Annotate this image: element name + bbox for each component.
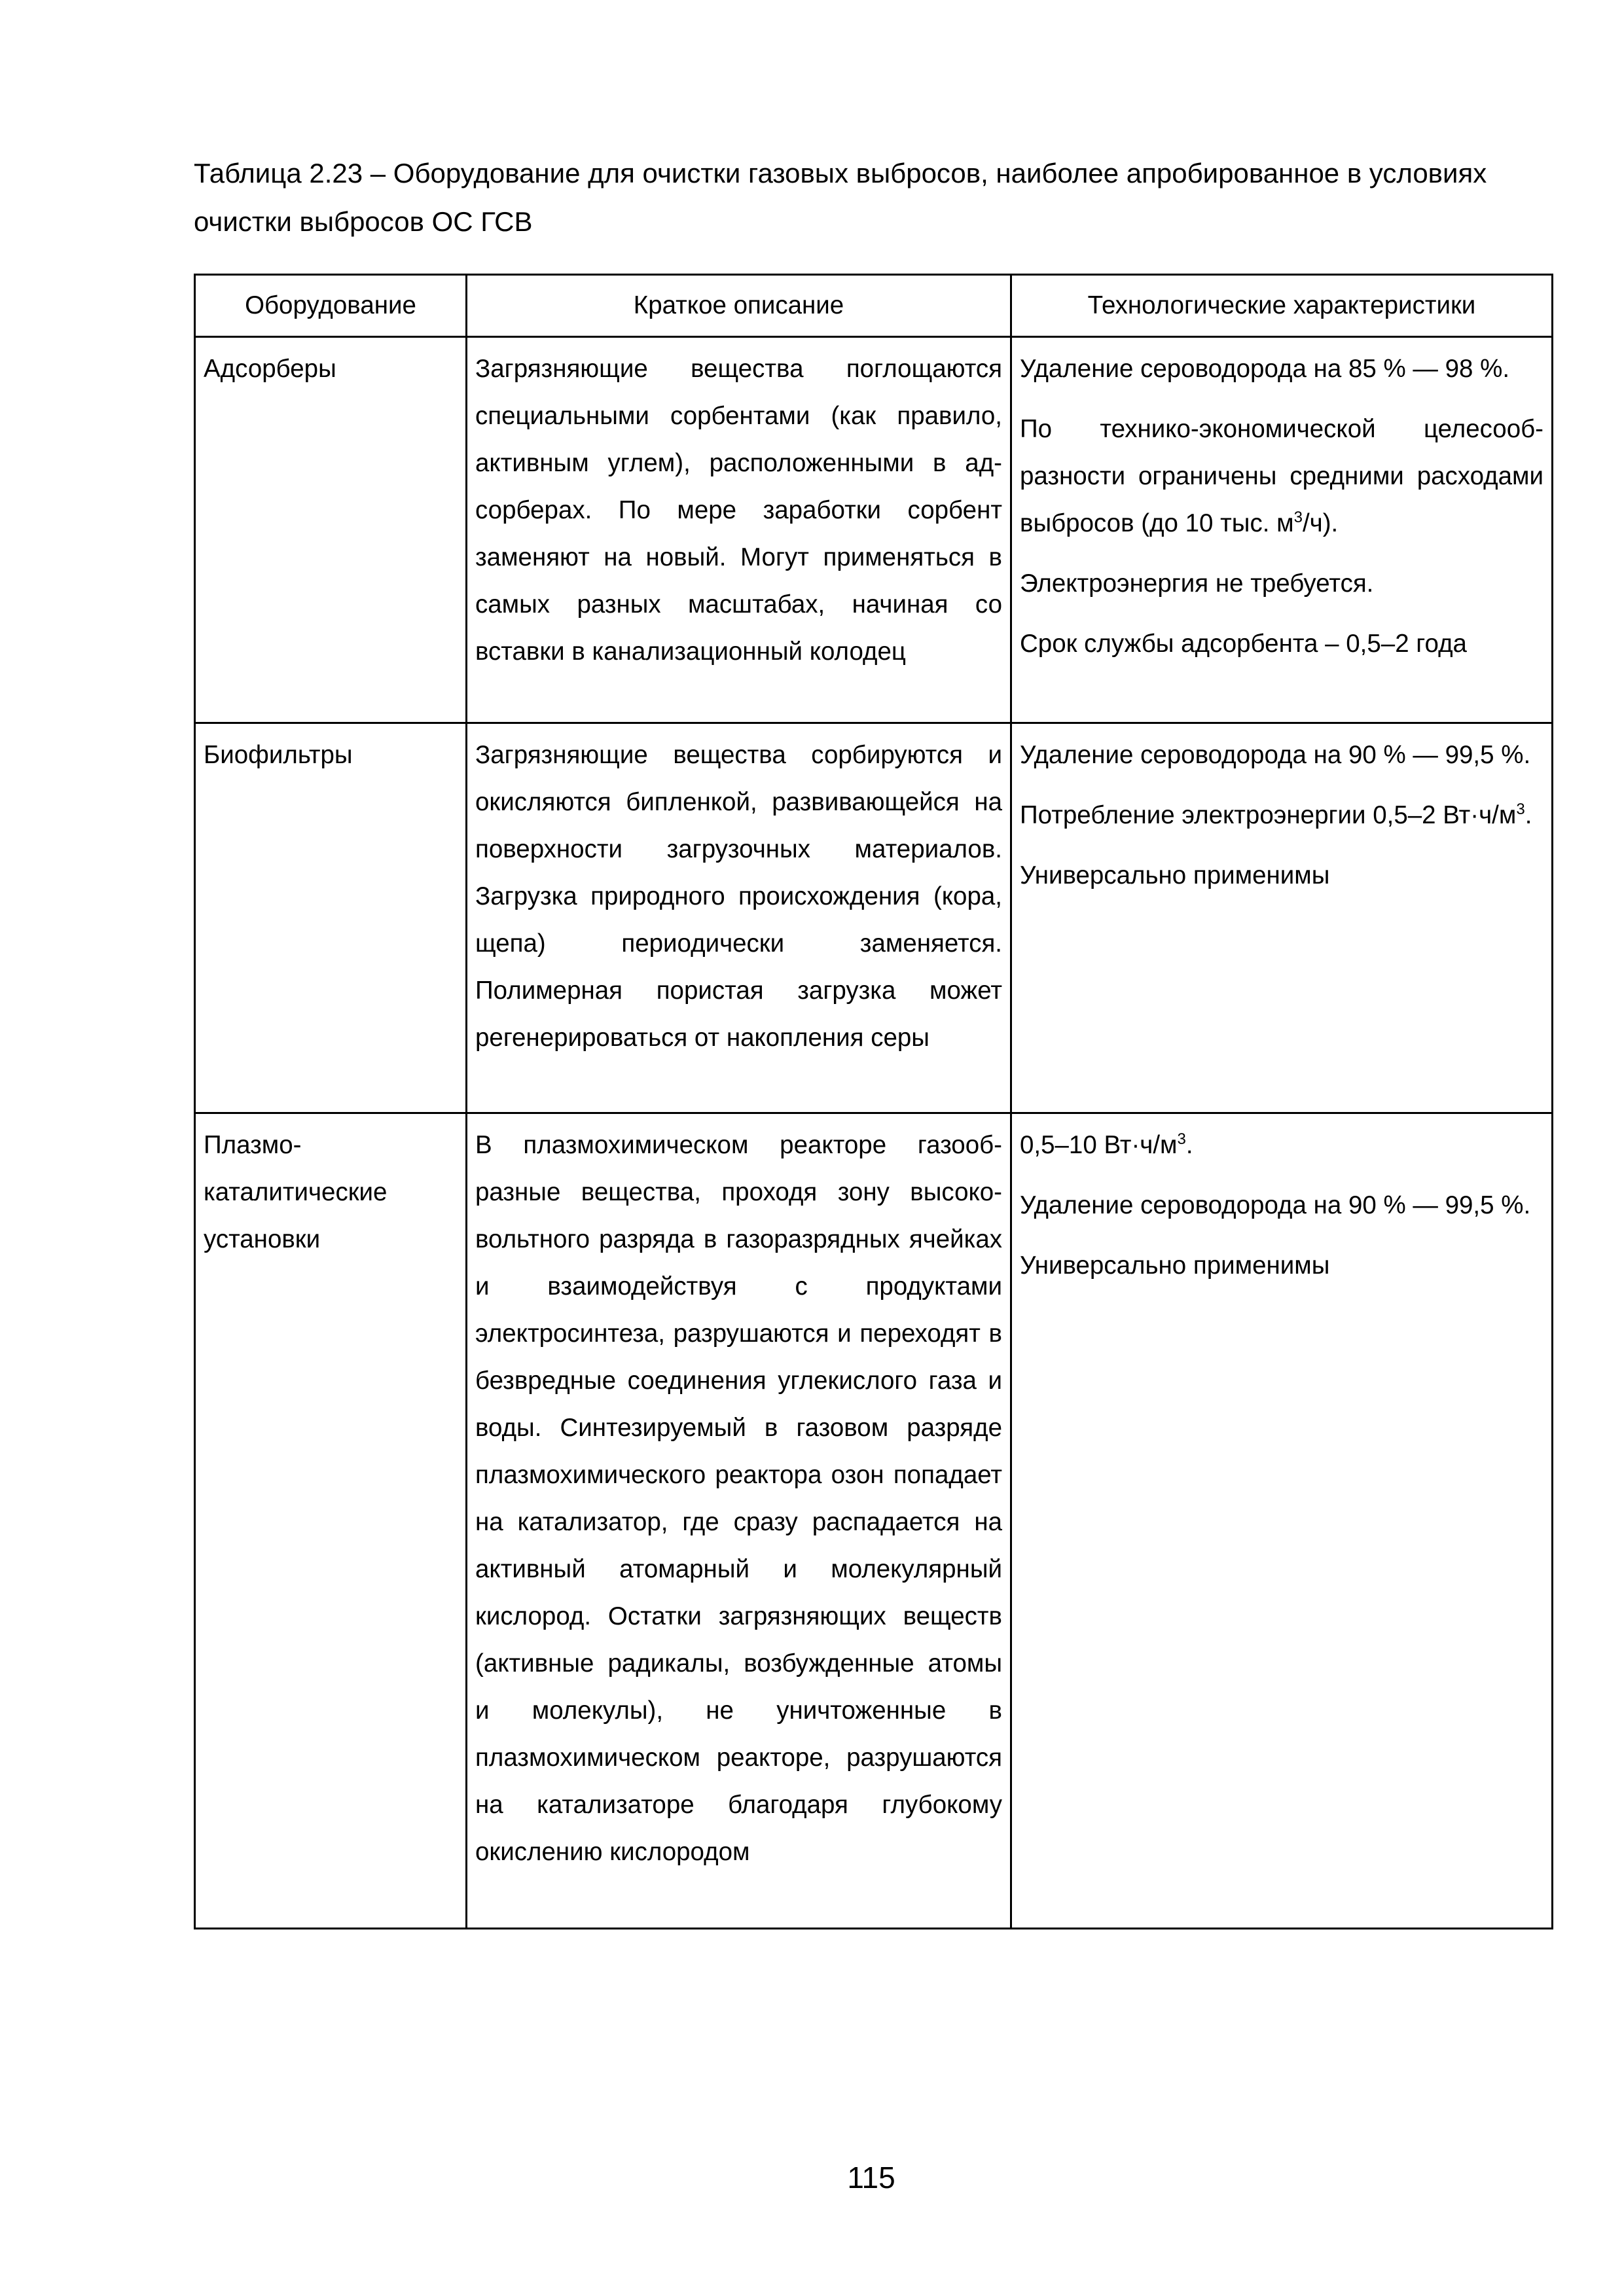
table-header-row — [195, 275, 1553, 337]
characteristic-item: Универсально применимы — [1020, 861, 1330, 889]
characteristic-item: Универсально применимы — [1020, 1251, 1330, 1280]
characteristics-cell — [1011, 337, 1553, 723]
characteristic-item: Электроэнергия не требуется. — [1020, 569, 1374, 598]
header-characteristics: Технологические характеристики — [1011, 275, 1553, 337]
characteristic-item: Удаление сероводорода на 90 % — 99,5 %. — [1020, 741, 1531, 769]
page-number: 115 — [847, 2161, 895, 2195]
characteristics-cell — [1011, 1113, 1553, 1929]
description-cell: Загрязняющие вещества поглощаются специальными сорбентами (как правило, активным углем), расположенными в адсорберах. По мере заработки сорбент заменяют на новый. Могут применяться в самых разных масштабах, начиная со вставки в канализационный колодец — [467, 337, 1011, 723]
description-cell: Загрязняющие вещества сорбируются и окисляются бипленкой, развивающейся на поверхности загрузочных материалов. Загрузка природного происхождения (кора, щепа) периодически заменяется. Полимерная пористая загрузка может регенерироваться от накопления серы — [467, 723, 1011, 1113]
superscript-3: 3 — [1177, 1130, 1186, 1149]
header-equipment: Оборудование — [195, 275, 467, 337]
superscript-3: 3 — [1516, 800, 1525, 819]
superscript-3: 3 — [1293, 509, 1303, 527]
table-row — [195, 1113, 1553, 1929]
table-row — [195, 337, 1553, 723]
characteristic-item: Потребление электроэнергии 0,5–2 $Вт\cdot ч/м^3$. — [1020, 800, 1532, 829]
characteristic-item: По технико-экономической целесообразности ограничены средними расходами выбросов (до 10 тыс. $м^3/ч$). — [1020, 415, 1543, 537]
table-row — [195, 723, 1553, 1113]
header-description: Краткое описание — [467, 275, 1011, 337]
description-cell: В плазмохимическом реакторе газообразные вещества, проходя зону высоковольтного разряда в газоразрядных ячейках и взаимодействуя с продуктами электросинтеза, разрушаются и переходят в безвредные соединения углекислого газа и воды. Синтезируемый в газовом разряде плазмохимического реактора озон попадает на катализатор, где сразу распадается на активный атомарный и молекулярный кислород. Остатки загрязняющих веществ (активные радикалы, возбужденные атомы и молекулы), не уничтоженные в плазмохимическом реакторе, разрушаются на катализаторе благодаря глубокому окислению кислородом — [467, 1113, 1011, 1929]
table-caption: Таблица 2.23 – Оборудование для очистки газовых выбросов, наиболее апробированное в условиях очистки выбросов ОС ГСВ — [194, 158, 1487, 237]
equipment-cell: Биофильтры — [195, 723, 467, 1113]
characteristic-item: Удаление сероводорода на 90 % — 99,5 %. — [1020, 1191, 1531, 1219]
characteristic-item: Удаление сероводорода на 85 % — 98 %. — [1020, 355, 1510, 383]
characteristic-item: 0,5–10 $Вт\cdot ч/м^3$. — [1020, 1130, 1193, 1159]
equipment-cell: Адсорберы — [195, 337, 467, 723]
characteristics-cell — [1011, 723, 1553, 1113]
equipment-table — [194, 274, 1553, 1929]
equipment-cell: Плазмокаталитические установки — [195, 1113, 467, 1929]
characteristic-item: Срок службы адсорбента – 0,5–2 года — [1020, 630, 1467, 658]
